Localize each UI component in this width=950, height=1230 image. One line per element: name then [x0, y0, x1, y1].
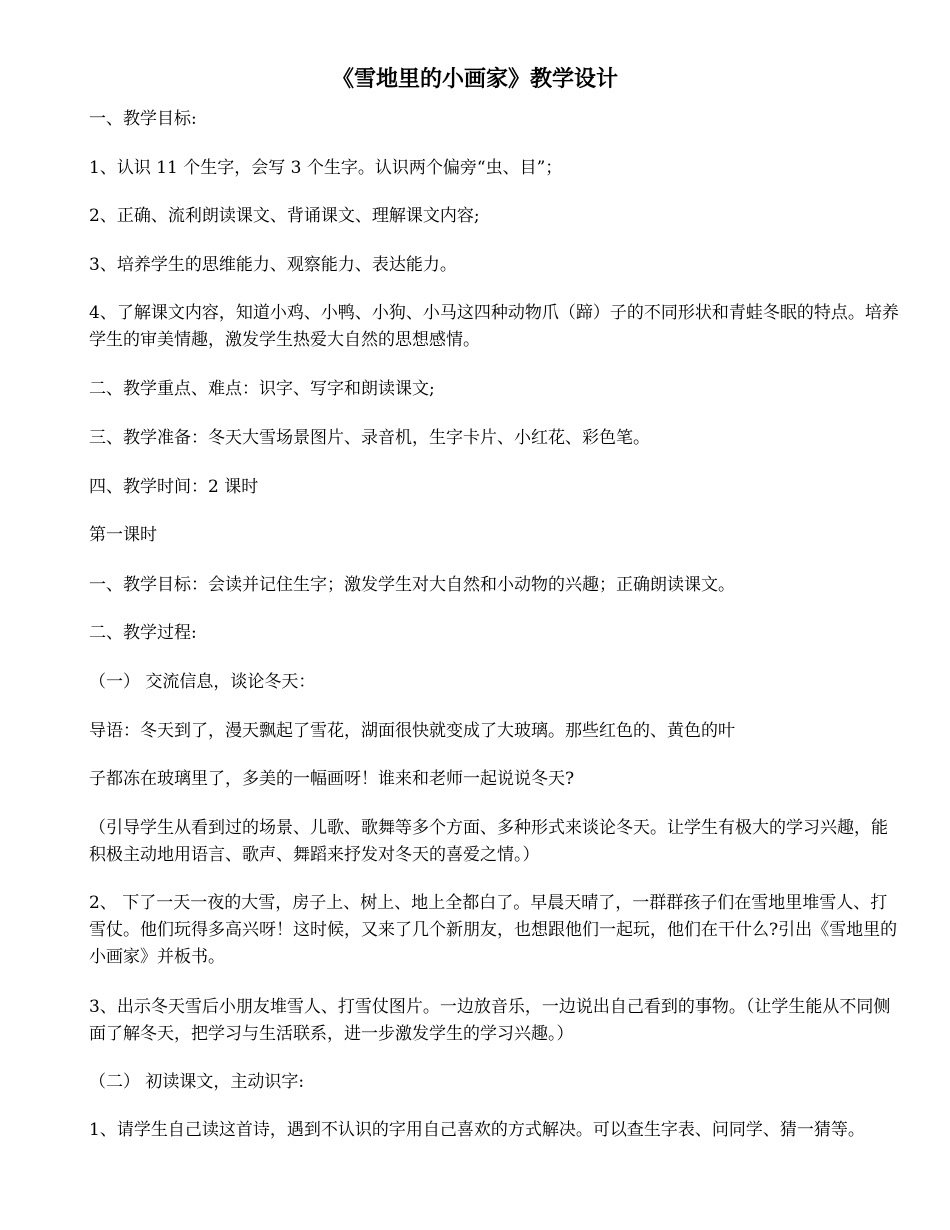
lesson-objectives: 一、教学目标：会读并记住生字；激发学生对大自然和小动物的兴趣；正确朗读课文。 — [89, 575, 735, 595]
step-2-heading: （二） 初读课文，主动识字: — [89, 1072, 305, 1092]
section-heading-process: 二、教学过程: — [89, 623, 197, 643]
objective-1: 1、认识 11 个生字，会写 3 个生字。认识两个偏旁“虫、目”； — [89, 158, 563, 178]
section-heading-key-points: 二、教学重点、难点：识字、写字和朗读课文; — [89, 379, 435, 399]
step-2-item-1: 1、请学生自己读这首诗，遇到不认识的字用自己喜欢的方式解决。可以查生字表、问同学、猜一猜等。 — [89, 1120, 865, 1140]
step-1-heading: （一） 交流信息，谈论冬天： — [89, 672, 316, 692]
section-heading-preparation: 三、教学准备：冬天大雪场景图片、录音机，生字卡片、小红花、彩色笔。 — [89, 428, 650, 448]
objective-4: 4、了解课文内容，知道小鸡、小鸭、小狗、小马这四种动物爪（蹄）子的不同形状和青蛙冬眠的特点。培养学生的审美情趣，激发学生热爱大自然的思想感情。 — [89, 303, 899, 350]
intro-line-1: 导语：冬天到了，漫天飘起了雪花，湖面很快就变成了大玻璃。那些红色的、黄色的叶 — [89, 721, 735, 741]
objective-2: 2、正确、流利朗读课文、背诵课文、理解课文内容; — [89, 206, 480, 226]
lesson-heading: 第一课时 — [89, 525, 157, 545]
intro-line-2: 子都冻在玻璃里了，多美的一幅画呀！谁来和老师一起说说冬天? — [89, 769, 575, 789]
step-1-item-3: 3、出示冬天雪后小朋友堆雪人、打雪仗图片。一边放音乐，一边说出自己看到的事物。（让学生能从不同侧面了解冬天，把学习与生活联系，进一步激发学生的学习兴趣。） — [89, 997, 891, 1044]
objective-3: 3、培养学生的思维能力、观察能力、表达能力。 — [89, 255, 457, 275]
step-1-item-2: 2、 下了一天一夜的大雪，房子上、树上、地上全都白了。早晨天晴了，一群群孩子们在雪地里堆雪人、打雪仗。他们玩得多高兴呀！这时候，又来了几个新朋友，也想跟他们一起玩，他们在干什么?引出《雪地里的小画家》并板书。 — [89, 893, 898, 967]
guidance-note: （引导学生从看到过的场景、儿歌、歌舞等多个方面、多种形式来谈论冬天。让学生有极大的学习兴趣，能积极主动地用语言、歌声、舞蹈来抒发对冬天的喜爱之情。） — [89, 818, 888, 865]
section-heading-objectives: 一、教学目标: — [89, 109, 197, 129]
section-heading-time: 四、教学时间：2 课时 — [89, 477, 259, 497]
document-title: 《雪地里的小画家》教学设计 — [331, 66, 618, 92]
